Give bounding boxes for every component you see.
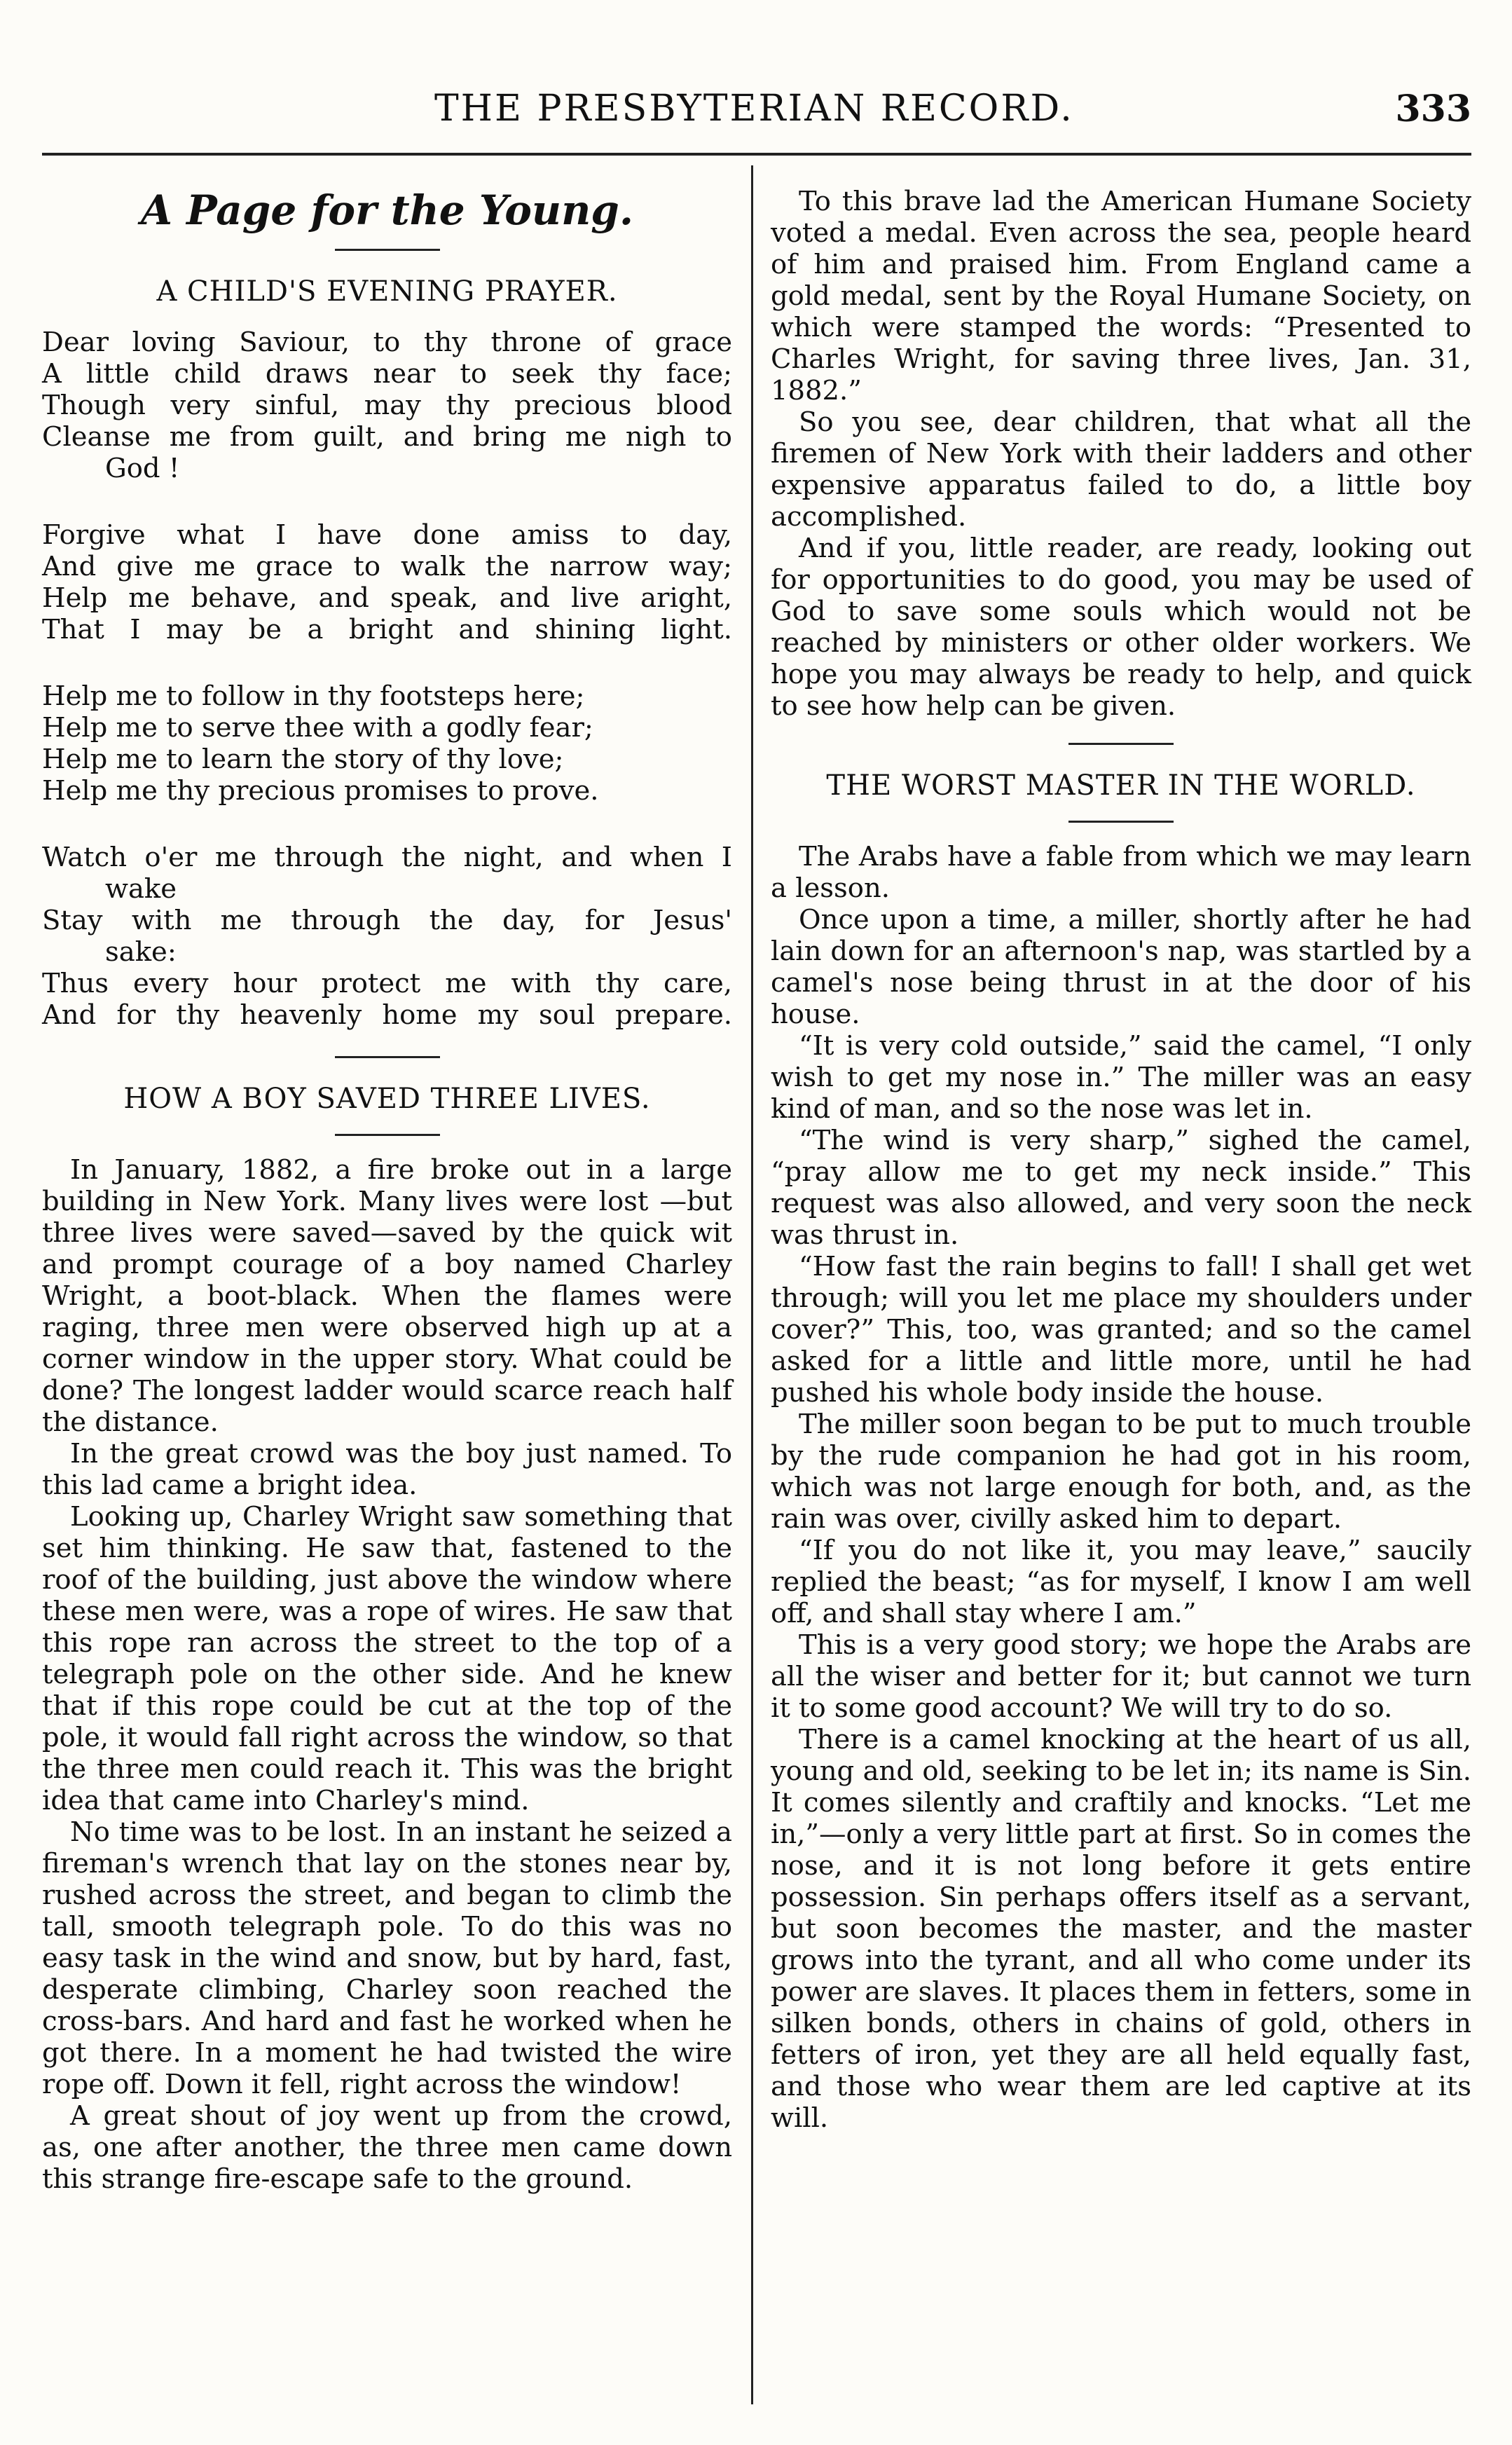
poem-line: Though very sinful, may thy precious blood	[42, 390, 732, 421]
story1-paragraph: A great shout of joy went up from the crowd, as, one after another, the three men came down this strange fire-escape safe to the ground.	[42, 2100, 732, 2195]
story1-paragraph: And if you, little reader, are ready, looking out for opportunities to do good, you may be used of God to save some souls which would not be reached by ministers or other older workers. We hope you may always be ready to help, and quick to see how help can be given.	[771, 533, 1471, 722]
left-column	[42, 186, 732, 2195]
poem-line: Dear loving Saviour, to thy throne of grace	[42, 327, 732, 358]
poem-line: Forgive what I have done amiss to day,	[42, 519, 732, 551]
poem-line: Stay with me through the day, for Jesus'	[42, 905, 732, 936]
section-rule	[335, 1134, 440, 1136]
story2-paragraph: This is a very good story; we hope the Arabs are all the wiser and better for it; but cannot we turn it to some good account? We will try to do so.	[771, 1629, 1471, 1724]
poem-stanza	[42, 327, 732, 484]
story2-paragraph: “How fast the rain begins to fall! I shall get wet through; will you let me place my shoulders under cover?” This, too, was granted; and so the camel asked for a little and little more, until he had pushed his whole body inside the house.	[771, 1251, 1471, 1409]
page-header	[42, 77, 1471, 140]
poem-stanza	[42, 842, 732, 1031]
poem-line: That I may be a bright and shining light.	[42, 614, 732, 645]
story1-paragraph: No time was to be lost. In an instant he seized a fireman's wrench that lay on the stones near by, rushed across the street, and began to climb the tall, smooth telegraph pole. To do this was no easy task in the wind and snow, but by hard, fast, desperate climbing, Charley soon reached the cross-bars. And hard and fast he worked when he got there. In a moment he had twisted the wire rope off. Down it fell, right across the window!	[42, 1816, 732, 2100]
poem-stanza	[42, 680, 732, 807]
poem-line: A little child draws near to seek thy face;	[42, 358, 732, 390]
poem-line: wake	[105, 873, 177, 905]
story2-title: THE WORST MASTER IN THE WORLD.	[826, 769, 1416, 802]
poem-line: Help me to serve thee with a godly fear;	[42, 712, 593, 744]
poem-line: Help me to follow in thy footsteps here;	[42, 680, 585, 712]
story1-title: HOW A BOY SAVED THREE LIVES.	[123, 1083, 651, 1115]
header-rule	[42, 153, 1471, 156]
poem-line: Help me behave, and speak, and live aright,	[42, 582, 732, 614]
story2-paragraph: The miller soon began to be put to much trouble by the rude companion he had got in his room, which was not large enough for both, and, as the rain was over, civilly asked him to depart.	[771, 1409, 1471, 1535]
poem-line: Cleanse me from guilt, and bring me nigh to	[42, 421, 732, 453]
poem-line: And for thy heavenly home my soul prepare.	[42, 999, 732, 1031]
story2-paragraph: Once upon a time, a miller, shortly after he had lain down for an afternoon's nap, was startled by a camel's nose being thrust in at the door of his house.	[771, 904, 1471, 1030]
section-rule	[1068, 743, 1174, 745]
story2-paragraph: “The wind is very sharp,” sighed the camel, “pray allow me to get my neck inside.” This request was also allowed, and very soon the neck was thrust in.	[771, 1125, 1471, 1251]
poem-stanza	[42, 519, 732, 645]
poem-line: Help me to learn the story of thy love;	[42, 744, 564, 775]
newspaper-page	[42, 0, 1471, 2445]
story1-paragraph: So you see, dear children, that what all the firemen of New York with their ladders and other expensive apparatus failed to do, a little boy accomplished.	[771, 406, 1471, 533]
story1-paragraph: Looking up, Charley Wright saw something that set him thinking. He saw that, fastened to the roof of the building, just above the window where these men were, was a rope of wires. He saw that this rope ran across the street to the top of a telegraph pole on the other side. And he knew that if this rope could be cut at the top of the pole, it would fall right across the window, so that the three men could reach it. This was the bright idea that came into Charley's mind.	[42, 1501, 732, 1816]
poem-title: A CHILD'S EVENING PRAYER.	[156, 275, 618, 308]
story1-paragraph: In January, 1882, a fire broke out in a large building in New York. Many lives were lost —but three lives were saved—saved by the quick wit and prompt courage of a boy named Charley Wright, a boot-black. When the flames were raging, three men were observed high up at a corner window in the upper story. What could be done? The longest ladder would scarce reach half the distance.	[42, 1154, 732, 1438]
section-rule	[1068, 821, 1174, 823]
right-column	[771, 186, 1471, 2134]
page-heading: A Page for the Young.	[140, 186, 634, 234]
column-divider	[751, 165, 753, 2404]
story2-paragraph: The Arabs have a fable from which we may learn a lesson.	[771, 841, 1471, 904]
poem-line: Help me thy precious promises to prove.	[42, 775, 599, 807]
story1-paragraph: In the great crowd was the boy just named. To this lad came a bright idea.	[42, 1438, 732, 1501]
poem-line: sake:	[105, 936, 177, 968]
poem-line: And give me grace to walk the narrow way;	[42, 551, 732, 582]
story2-paragraph: “If you do not like it, you may leave,” saucily replied the beast; “as for myself, I know I am well off, and shall stay where I am.”	[771, 1535, 1471, 1629]
poem-line: God !	[105, 453, 180, 484]
running-head: THE PRESBYTERIAN RECORD.	[434, 88, 1074, 130]
heading-rule	[335, 249, 440, 251]
poem-line: Watch o'er me through the night, and when I	[42, 842, 732, 873]
page-number: 333	[1395, 87, 1471, 130]
poem-line: Thus every hour protect me with thy care,	[42, 968, 732, 999]
story1-paragraph: To this brave lad the American Humane Society voted a medal. Even across the sea, people heard of him and praised him. From England came a gold medal, sent by the Royal Humane Society, on which were stamped the words: “Presented to Charles Wright, for saving three lives, Jan. 31, 1882.”	[771, 186, 1471, 406]
section-rule	[335, 1056, 440, 1058]
poem	[42, 327, 732, 1031]
story2-paragraph: “It is very cold outside,” said the camel, “I only wish to get my nose in.” The miller was an easy kind of man, and so the nose was let in.	[771, 1030, 1471, 1125]
story2-paragraph: There is a camel knocking at the heart of us all, young and old, seeking to be let in; its name is Sin. It comes silently and craftily and knocks. “Let me in,”—only a very little part at first. So in comes the nose, and it is not long before it gets entire possession. Sin perhaps offers itself as a servant, but soon becomes the master, and the master grows into the tyrant, and all who come under its power are slaves. It places them in fetters, some in silken bonds, others in chains of gold, others in fetters of iron, yet they are all held equally fast, and those who wear them are led captive at its will.	[771, 1724, 1471, 2134]
